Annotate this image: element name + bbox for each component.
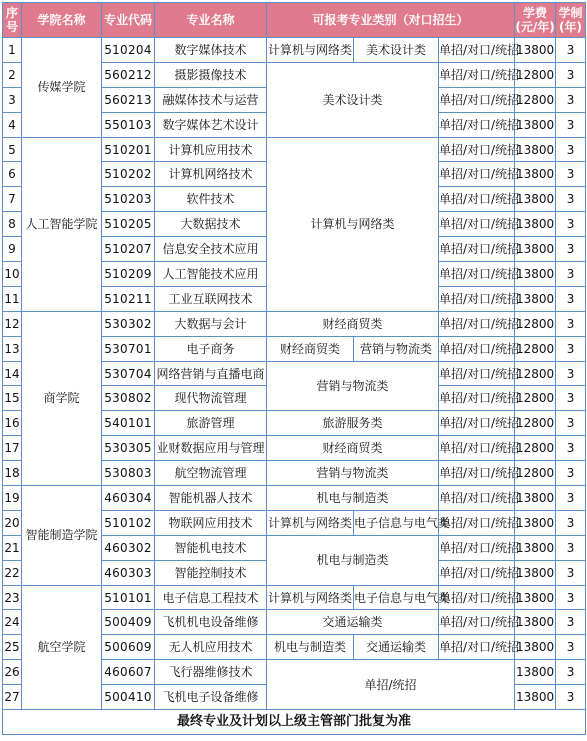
footer-row: [3, 710, 586, 735]
cell-years: 3: [556, 262, 586, 287]
cell-fee: 13800: [515, 585, 556, 610]
cell-major: 物联网应用技术: [155, 510, 267, 535]
cell-fee: 12800: [515, 461, 556, 486]
cell-years: 3: [556, 386, 586, 411]
cell-code: 510203: [102, 187, 155, 212]
cell-seq: 16: [3, 411, 22, 436]
cell-major: 飞行器维修技术: [155, 660, 267, 685]
cell-category: 计算机与网络类: [267, 137, 439, 311]
cell-years: 3: [556, 137, 586, 162]
cell-seq: 26: [3, 660, 22, 685]
cell-category: 机电与制造类: [267, 535, 439, 585]
cell-seq: 1: [3, 38, 22, 63]
cell-fee: 13800: [515, 162, 556, 187]
cell-mode: 单招/对口/统招: [439, 286, 515, 311]
cell-category: 财经商贸类: [267, 336, 354, 361]
cell-code: 510207: [102, 237, 155, 262]
cell-mode: 单招/对口/统招: [439, 162, 515, 187]
table-row: [3, 137, 586, 162]
cell-category: 旅游服务类: [267, 411, 439, 436]
cell-years: 3: [556, 336, 586, 361]
cell-seq: 10: [3, 262, 22, 287]
cell-major: 电子商务: [155, 336, 267, 361]
cell-years: 3: [556, 685, 586, 710]
cell-years: 3: [556, 112, 586, 137]
cell-major: 大数据与会计: [155, 311, 267, 336]
cell-code: 510209: [102, 262, 155, 287]
cell-seq: 11: [3, 286, 22, 311]
cell-mode: 单招/对口/统招: [439, 386, 515, 411]
cell-years: 3: [556, 635, 586, 660]
cell-fee: 13800: [515, 486, 556, 511]
cell-years: 3: [556, 535, 586, 560]
cell-seq: 20: [3, 510, 22, 535]
cell-category: 美术设计类: [267, 62, 439, 137]
cell-seq: 21: [3, 535, 22, 560]
cell-code: 510201: [102, 137, 155, 162]
cell-mode: 单招/对口/统招: [439, 137, 515, 162]
cell-fee: 13800: [515, 660, 556, 685]
cell-years: 3: [556, 585, 586, 610]
cell-mode: 单招/对口/统招: [439, 610, 515, 635]
cell-seq: 24: [3, 610, 22, 635]
cell-years: 3: [556, 436, 586, 461]
cell-years: 3: [556, 361, 586, 386]
cell-major: 工业互联网技术: [155, 286, 267, 311]
cell-mode: 单招/对口/统招: [439, 262, 515, 287]
cell-major: 电子信息工程技术: [155, 585, 267, 610]
table-row: [3, 311, 586, 336]
header-major: 专业名称: [155, 3, 267, 38]
cell-fee: 13800: [515, 610, 556, 635]
cell-years: 3: [556, 461, 586, 486]
cell-category: 单招/统招: [267, 660, 515, 710]
cell-category: 计算机与网络类: [267, 585, 354, 610]
cell-major: 业财数据应用与管理: [155, 436, 267, 461]
cell-major: 数字媒体艺术设计: [155, 112, 267, 137]
cell-category: 美术设计类: [354, 38, 439, 63]
cell-years: 3: [556, 38, 586, 63]
cell-category: 营销与物流类: [354, 336, 439, 361]
cell-seq: 17: [3, 436, 22, 461]
cell-code: 540101: [102, 411, 155, 436]
cell-code: 550103: [102, 112, 155, 137]
cell-mode: 单招/对口/统招: [439, 510, 515, 535]
cell-category: 电子信息与电气类: [354, 585, 439, 610]
cell-college: 传媒学院: [22, 38, 102, 138]
cell-years: 3: [556, 62, 586, 87]
cell-major: 网络营销与直播电商: [155, 361, 267, 386]
cell-code: 460303: [102, 560, 155, 585]
header-seq: 序号: [3, 3, 22, 38]
cell-fee: 13800: [515, 560, 556, 585]
cell-seq: 14: [3, 361, 22, 386]
cell-fee: 12800: [515, 411, 556, 436]
cell-major: 现代物流管理: [155, 386, 267, 411]
cell-code: 510202: [102, 162, 155, 187]
cell-category: 财经商贸类: [267, 311, 439, 336]
cell-mode: 单招/对口/统招: [439, 112, 515, 137]
cell-fee: 12800: [515, 386, 556, 411]
cell-mode: 单招/对口/统招: [439, 560, 515, 585]
cell-mode: 单招/对口/统招: [439, 585, 515, 610]
cell-years: 3: [556, 660, 586, 685]
cell-mode: 单招/对口/统招: [439, 212, 515, 237]
cell-major: 无人机应用技术: [155, 635, 267, 660]
cell-seq: 19: [3, 486, 22, 511]
cell-fee: 12800: [515, 62, 556, 87]
cell-seq: 9: [3, 237, 22, 262]
cell-fee: 13800: [515, 137, 556, 162]
cell-years: 3: [556, 510, 586, 535]
cell-code: 500609: [102, 635, 155, 660]
cell-category: 营销与物流类: [267, 461, 439, 486]
cell-fee: 12800: [515, 436, 556, 461]
cell-years: 3: [556, 486, 586, 511]
cell-mode: 单招/对口/统招: [439, 237, 515, 262]
table-row: [3, 486, 586, 511]
cell-college: 商学院: [22, 311, 102, 485]
header-row: [3, 3, 586, 38]
cell-code: 560212: [102, 62, 155, 87]
cell-seq: 23: [3, 585, 22, 610]
cell-category: 交通运输类: [354, 635, 439, 660]
cell-fee: 12800: [515, 336, 556, 361]
cell-years: 3: [556, 212, 586, 237]
cell-major: 大数据技术: [155, 212, 267, 237]
cell-fee: 13800: [515, 510, 556, 535]
cell-code: 510211: [102, 286, 155, 311]
cell-fee: 13800: [515, 635, 556, 660]
cell-category: 营销与物流类: [267, 361, 439, 411]
cell-major: 人工智能技术应用: [155, 262, 267, 287]
header-fee: 学费(元/年): [515, 3, 556, 38]
cell-seq: 25: [3, 635, 22, 660]
cell-seq: 12: [3, 311, 22, 336]
cell-major: 智能机电技术: [155, 535, 267, 560]
cell-category: 机电与制造类: [267, 635, 354, 660]
header-college: 学院名称: [22, 3, 102, 38]
cell-major: 数字媒体技术: [155, 38, 267, 63]
cell-seq: 8: [3, 212, 22, 237]
cell-major: 计算机网络技术: [155, 162, 267, 187]
cell-mode: 单招/对口/统招: [439, 635, 515, 660]
cell-years: 3: [556, 286, 586, 311]
cell-code: 460302: [102, 535, 155, 560]
cell-years: 3: [556, 311, 586, 336]
cell-fee: 13800: [515, 286, 556, 311]
table-row: [3, 38, 586, 63]
cell-mode: 单招/对口/统招: [439, 535, 515, 560]
cell-major: 智能机器人技术: [155, 486, 267, 511]
cell-fee: 13800: [515, 685, 556, 710]
cell-mode: 单招/对口/统招: [439, 311, 515, 336]
cell-fee: 13800: [515, 38, 556, 63]
cell-major: 计算机应用技术: [155, 137, 267, 162]
cell-mode: 单招/对口/统招: [439, 486, 515, 511]
cell-code: 500409: [102, 610, 155, 635]
cell-major: 软件技术: [155, 187, 267, 212]
cell-major: 智能控制技术: [155, 560, 267, 585]
cell-seq: 6: [3, 162, 22, 187]
cell-major: 飞机机电设备维修: [155, 610, 267, 635]
cell-college: 航空学院: [22, 585, 102, 709]
cell-major: 信息安全技术应用: [155, 237, 267, 262]
cell-code: 510101: [102, 585, 155, 610]
cell-seq: 13: [3, 336, 22, 361]
cell-category: 财经商贸类: [267, 436, 439, 461]
cell-major: 飞机电子设备维修: [155, 685, 267, 710]
cell-major: 航空物流管理: [155, 461, 267, 486]
cell-fee: 13800: [515, 112, 556, 137]
cell-mode: 单招/对口/统招: [439, 62, 515, 87]
cell-years: 3: [556, 87, 586, 112]
cell-fee: 12800: [515, 361, 556, 386]
cell-code: 510204: [102, 38, 155, 63]
header-category: 可报考专业类别（对口招生）: [267, 3, 515, 38]
cell-major: 旅游管理: [155, 411, 267, 436]
cell-code: 510102: [102, 510, 155, 535]
cell-code: 460607: [102, 660, 155, 685]
footer-note: 最终专业及计划以上级主管部门批复为准: [3, 710, 586, 735]
cell-mode: 单招/对口/统招: [439, 436, 515, 461]
table-row: [3, 585, 586, 610]
cell-fee: 13800: [515, 187, 556, 212]
cell-seq: 22: [3, 560, 22, 585]
cell-category: 计算机与网络类: [267, 38, 354, 63]
cell-code: 530701: [102, 336, 155, 361]
cell-mode: 单招/对口/统招: [439, 336, 515, 361]
cell-code: 510205: [102, 212, 155, 237]
cell-fee: 13800: [515, 262, 556, 287]
cell-fee: 13800: [515, 212, 556, 237]
cell-mode: 单招/对口/统招: [439, 187, 515, 212]
cell-major: 融媒体技术与运营: [155, 87, 267, 112]
cell-mode: 单招/对口/统招: [439, 461, 515, 486]
cell-years: 3: [556, 560, 586, 585]
cell-seq: 2: [3, 62, 22, 87]
cell-major: 摄影摄像技术: [155, 62, 267, 87]
cell-mode: 单招/对口/统招: [439, 87, 515, 112]
cell-seq: 27: [3, 685, 22, 710]
cell-years: 3: [556, 411, 586, 436]
cell-fee: 12800: [515, 87, 556, 112]
cell-years: 3: [556, 187, 586, 212]
header-code: 专业代码: [102, 3, 155, 38]
header-years: 学制(年): [556, 3, 586, 38]
enrollment-table: [2, 2, 586, 735]
cell-fee: 12800: [515, 311, 556, 336]
cell-seq: 15: [3, 386, 22, 411]
cell-category: 机电与制造类: [267, 486, 439, 511]
cell-fee: 13800: [515, 237, 556, 262]
cell-mode: 单招/对口/统招: [439, 411, 515, 436]
cell-code: 560213: [102, 87, 155, 112]
cell-years: 3: [556, 237, 586, 262]
cell-mode: 单招/对口/统招: [439, 361, 515, 386]
cell-code: 530305: [102, 436, 155, 461]
cell-code: 530802: [102, 386, 155, 411]
cell-years: 3: [556, 610, 586, 635]
cell-seq: 5: [3, 137, 22, 162]
cell-code: 530704: [102, 361, 155, 386]
cell-college: 智能制造学院: [22, 486, 102, 586]
cell-seq: 7: [3, 187, 22, 212]
cell-seq: 18: [3, 461, 22, 486]
cell-fee: 13800: [515, 535, 556, 560]
cell-seq: 3: [3, 87, 22, 112]
cell-mode: 单招/对口/统招: [439, 38, 515, 63]
cell-category: 计算机与网络类: [267, 510, 354, 535]
cell-code: 530302: [102, 311, 155, 336]
cell-code: 500410: [102, 685, 155, 710]
cell-category: 交通运输类: [267, 610, 439, 635]
cell-code: 460304: [102, 486, 155, 511]
cell-years: 3: [556, 162, 586, 187]
cell-college: 人工智能学院: [22, 137, 102, 311]
cell-category: 电子信息与电气类: [354, 510, 439, 535]
cell-code: 530803: [102, 461, 155, 486]
cell-seq: 4: [3, 112, 22, 137]
